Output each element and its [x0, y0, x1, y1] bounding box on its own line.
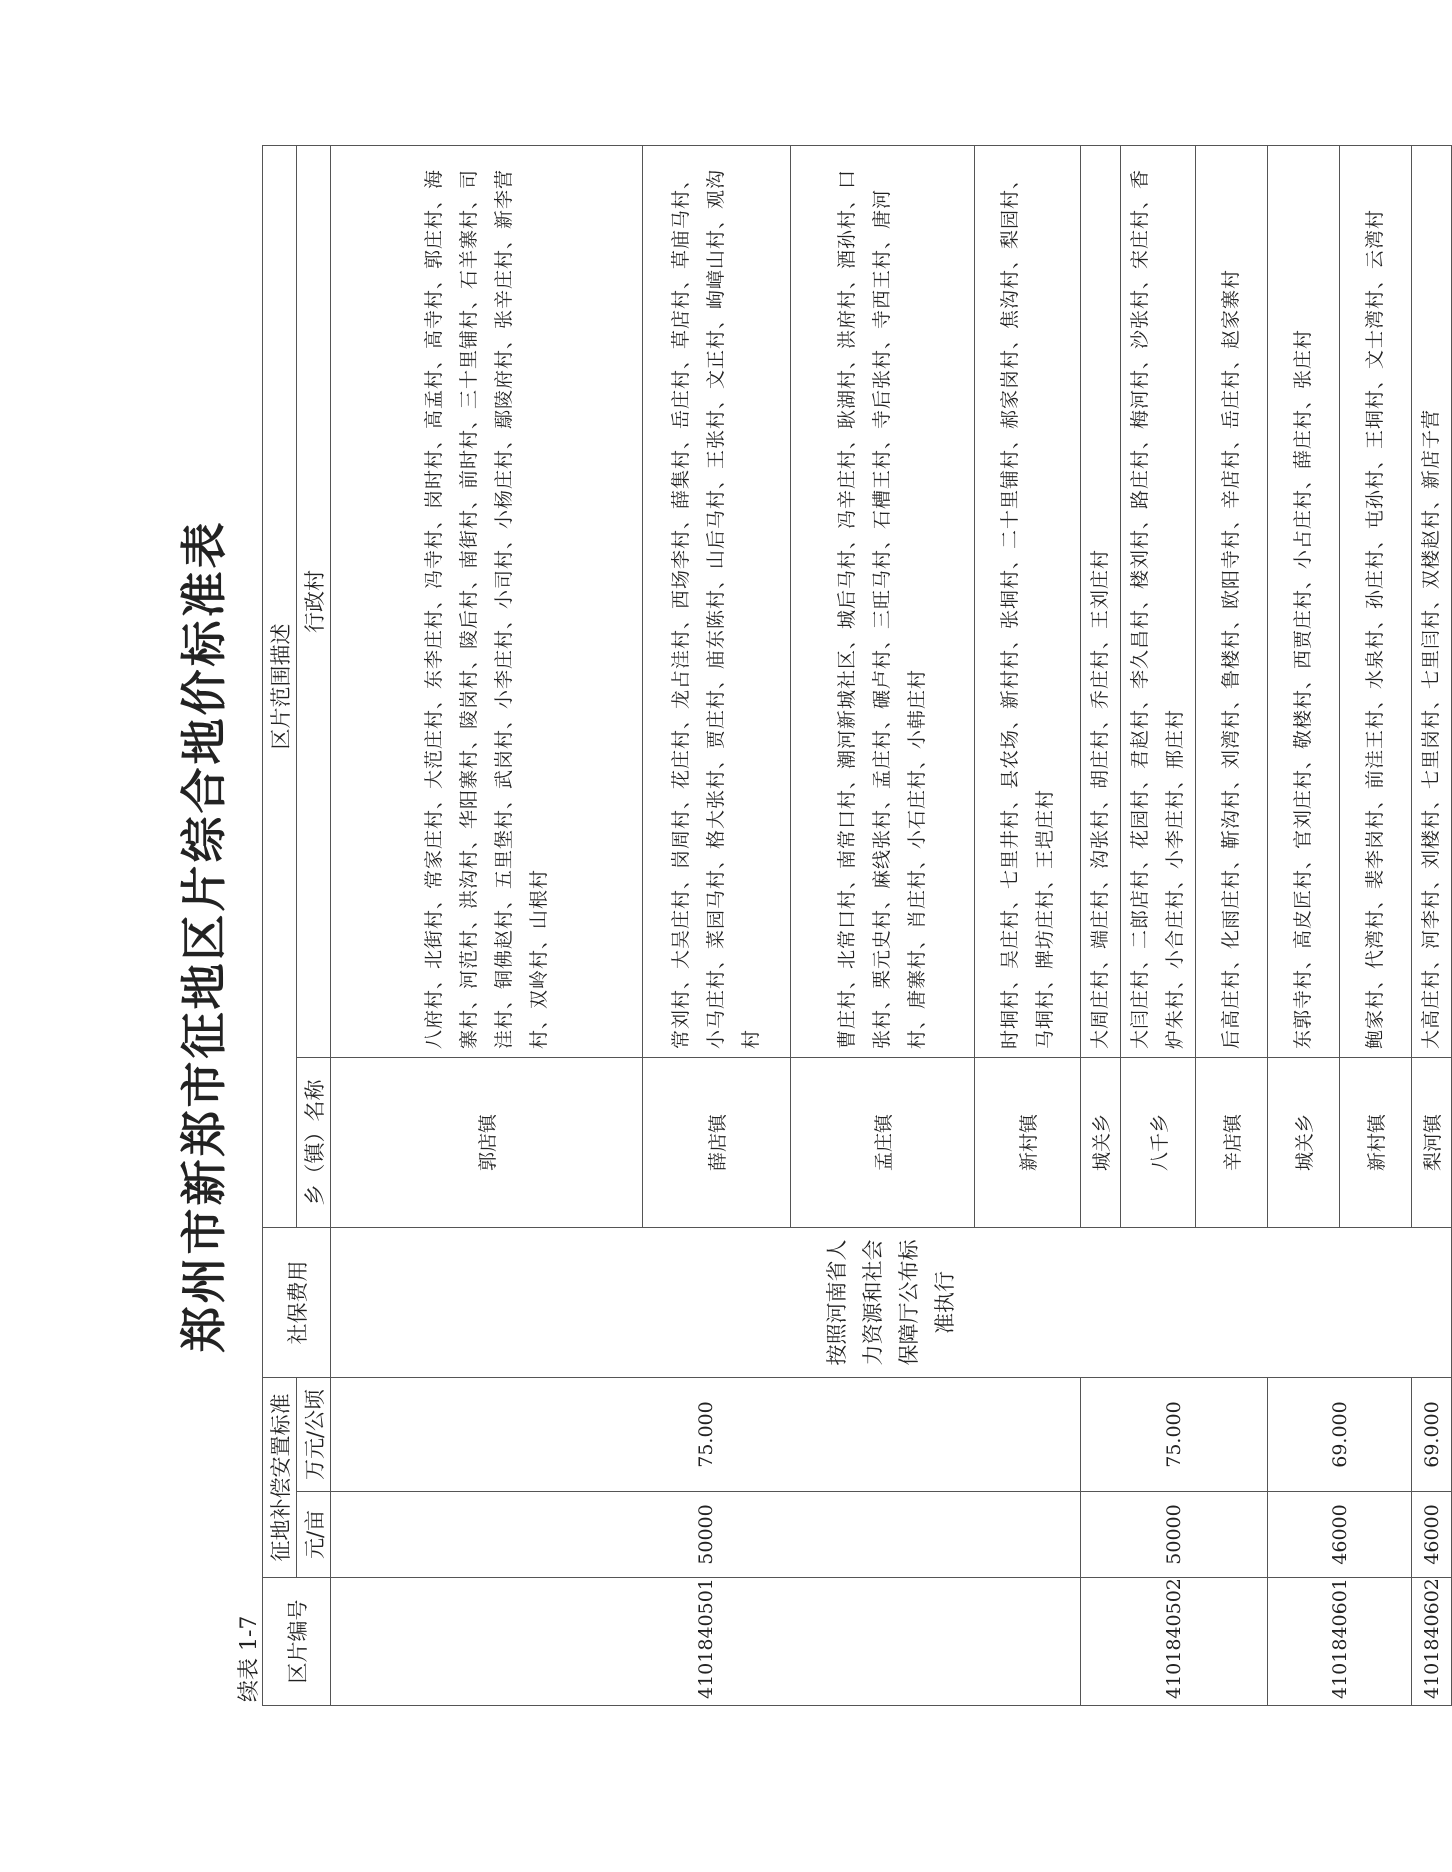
zone-code: 4101840502	[1081, 1578, 1268, 1706]
zone-code: 4101840601	[1268, 1578, 1412, 1706]
village-list: 大周庄村、端庄村、沟张村、胡庄村、乔庄村、王刘庄村	[1081, 146, 1121, 1058]
village-list: 鲍家村、代湾村、裴李岗村、前洼王村、水泉村、孙庄村、屯孙村、王垌村、文士湾村、云湾村	[1340, 146, 1412, 1058]
header-compensation: 征地补偿安置标准	[263, 1378, 297, 1578]
township-name: 薛店镇	[643, 1058, 791, 1228]
village-list: 时垌村、吴庄村、七里井村、县农场、新村村、张垌村、二十里铺村、郝家岗村、焦沟村、梨园村、马垌村、牌坊庄村、王垲庄村	[975, 146, 1081, 1058]
township-name: 城关乡	[1268, 1058, 1340, 1228]
village-list: 常刘村、大吴庄村、岗周村、花庄村、龙占洼村、西场李村、薛集村、岳庄村、草店村、草庙马村、小马庄村、菜园马村、格大张村、贾庄村、庙东陈村、山后马村、王张村、文正村、岣嶂山村、观沟村	[643, 146, 791, 1058]
yuan-per-mu: 46000	[1412, 1492, 1452, 1578]
header-social: 社保费用	[263, 1228, 331, 1378]
wan-per-ha: 69.000	[1412, 1378, 1452, 1492]
township-name: 郭店镇	[331, 1058, 643, 1228]
header-wan-per-ha: 万元/公顷	[297, 1378, 331, 1492]
zone-code: 4101840602	[1412, 1578, 1452, 1706]
wan-per-ha: 75.000	[331, 1378, 1081, 1492]
township-name: 梨河镇	[1412, 1058, 1452, 1228]
township-name: 孟庄镇	[791, 1058, 975, 1228]
township-name: 新村镇	[1340, 1058, 1412, 1228]
social-fee-note: 按照河南省人力资源和社会保障厅公布标准执行	[331, 1228, 1452, 1378]
table-row	[1081, 146, 1121, 1706]
village-list: 大高庄村、河李村、刘楼村、七里岗村、七里闫村、双楼赵村、新店子营	[1412, 146, 1452, 1058]
village-list: 八府村、北街村、常家庄村、大范庄村、东李庄村、冯寺村、岗时村、高孟村、高寺村、郭庄村、海寨村、河范村、洪沟村、华阳寨村、陵岗村、陵后村、南街村、前时村、三十里铺村、石羊寨村、司洼村、铜佛赵村、五里堡村、武岗村、小李庄村、小司村、小杨庄村、鄢陵府村、张辛庄村、新李营村、双岭村、山根村	[331, 146, 643, 1058]
header-row-sub	[297, 146, 331, 1706]
header-yuan-per-mu: 元/亩	[297, 1492, 331, 1578]
township-name: 八千乡	[1121, 1058, 1196, 1228]
page-title: 郑州市新郑市征地区片综合地价标准表	[177, 519, 231, 1353]
land-price-table	[262, 145, 1452, 1706]
table-row	[1412, 146, 1452, 1706]
township-name: 新村镇	[975, 1058, 1081, 1228]
wan-per-ha: 69.000	[1268, 1378, 1412, 1492]
village-list: 东郭寺村、高皮匠村、官刘庄村、敬楼村、西贾庄村、小占庄村、薛庄村、张庄村	[1268, 146, 1340, 1058]
village-list: 大闫庄村、二郎店村、花园村、君赵村、李久昌村、楼刘村、路庄村、梅河村、沙张村、宋庄村、香炉朱村、小合庄村、小李庄村、邢庄村	[1121, 146, 1196, 1058]
header-villages: 行政村	[297, 146, 331, 1058]
yuan-per-mu: 46000	[1268, 1492, 1412, 1578]
yuan-per-mu: 50000	[331, 1492, 1081, 1578]
header-row-top	[263, 146, 297, 1706]
township-name: 城关乡	[1081, 1058, 1121, 1228]
village-list: 后高庄村、化雨庄村、靳沟村、刘湾村、鲁楼村、欧阳寺村、辛店村、岳庄村、赵家寨村	[1196, 146, 1268, 1058]
header-scope: 区片范围描述	[263, 146, 297, 1228]
yuan-per-mu: 50000	[1081, 1492, 1268, 1578]
township-name: 辛店镇	[1196, 1058, 1268, 1228]
zone-code: 4101840501	[331, 1578, 1081, 1706]
village-list: 曹庄村、北常口村、南常口村、潮河新城社区、城后马村、冯辛庄村、耿湖村、洪府村、酒孙村、口张村、栗元史村、麻线张村、孟庄村、碾卢村、三旺马村、石槽王村、寺后张村、寺西王村、唐河村、唐寨村、肖庄村、小石庄村、小韩庄村	[791, 146, 975, 1058]
wan-per-ha: 75.000	[1081, 1378, 1268, 1492]
table-subtitle: 续表 1-7	[237, 1615, 262, 1702]
table-row	[331, 146, 643, 1706]
header-zone-code: 区片编号	[263, 1578, 331, 1706]
table-row	[1268, 146, 1340, 1706]
header-township: 乡（镇）名称	[297, 1058, 331, 1228]
